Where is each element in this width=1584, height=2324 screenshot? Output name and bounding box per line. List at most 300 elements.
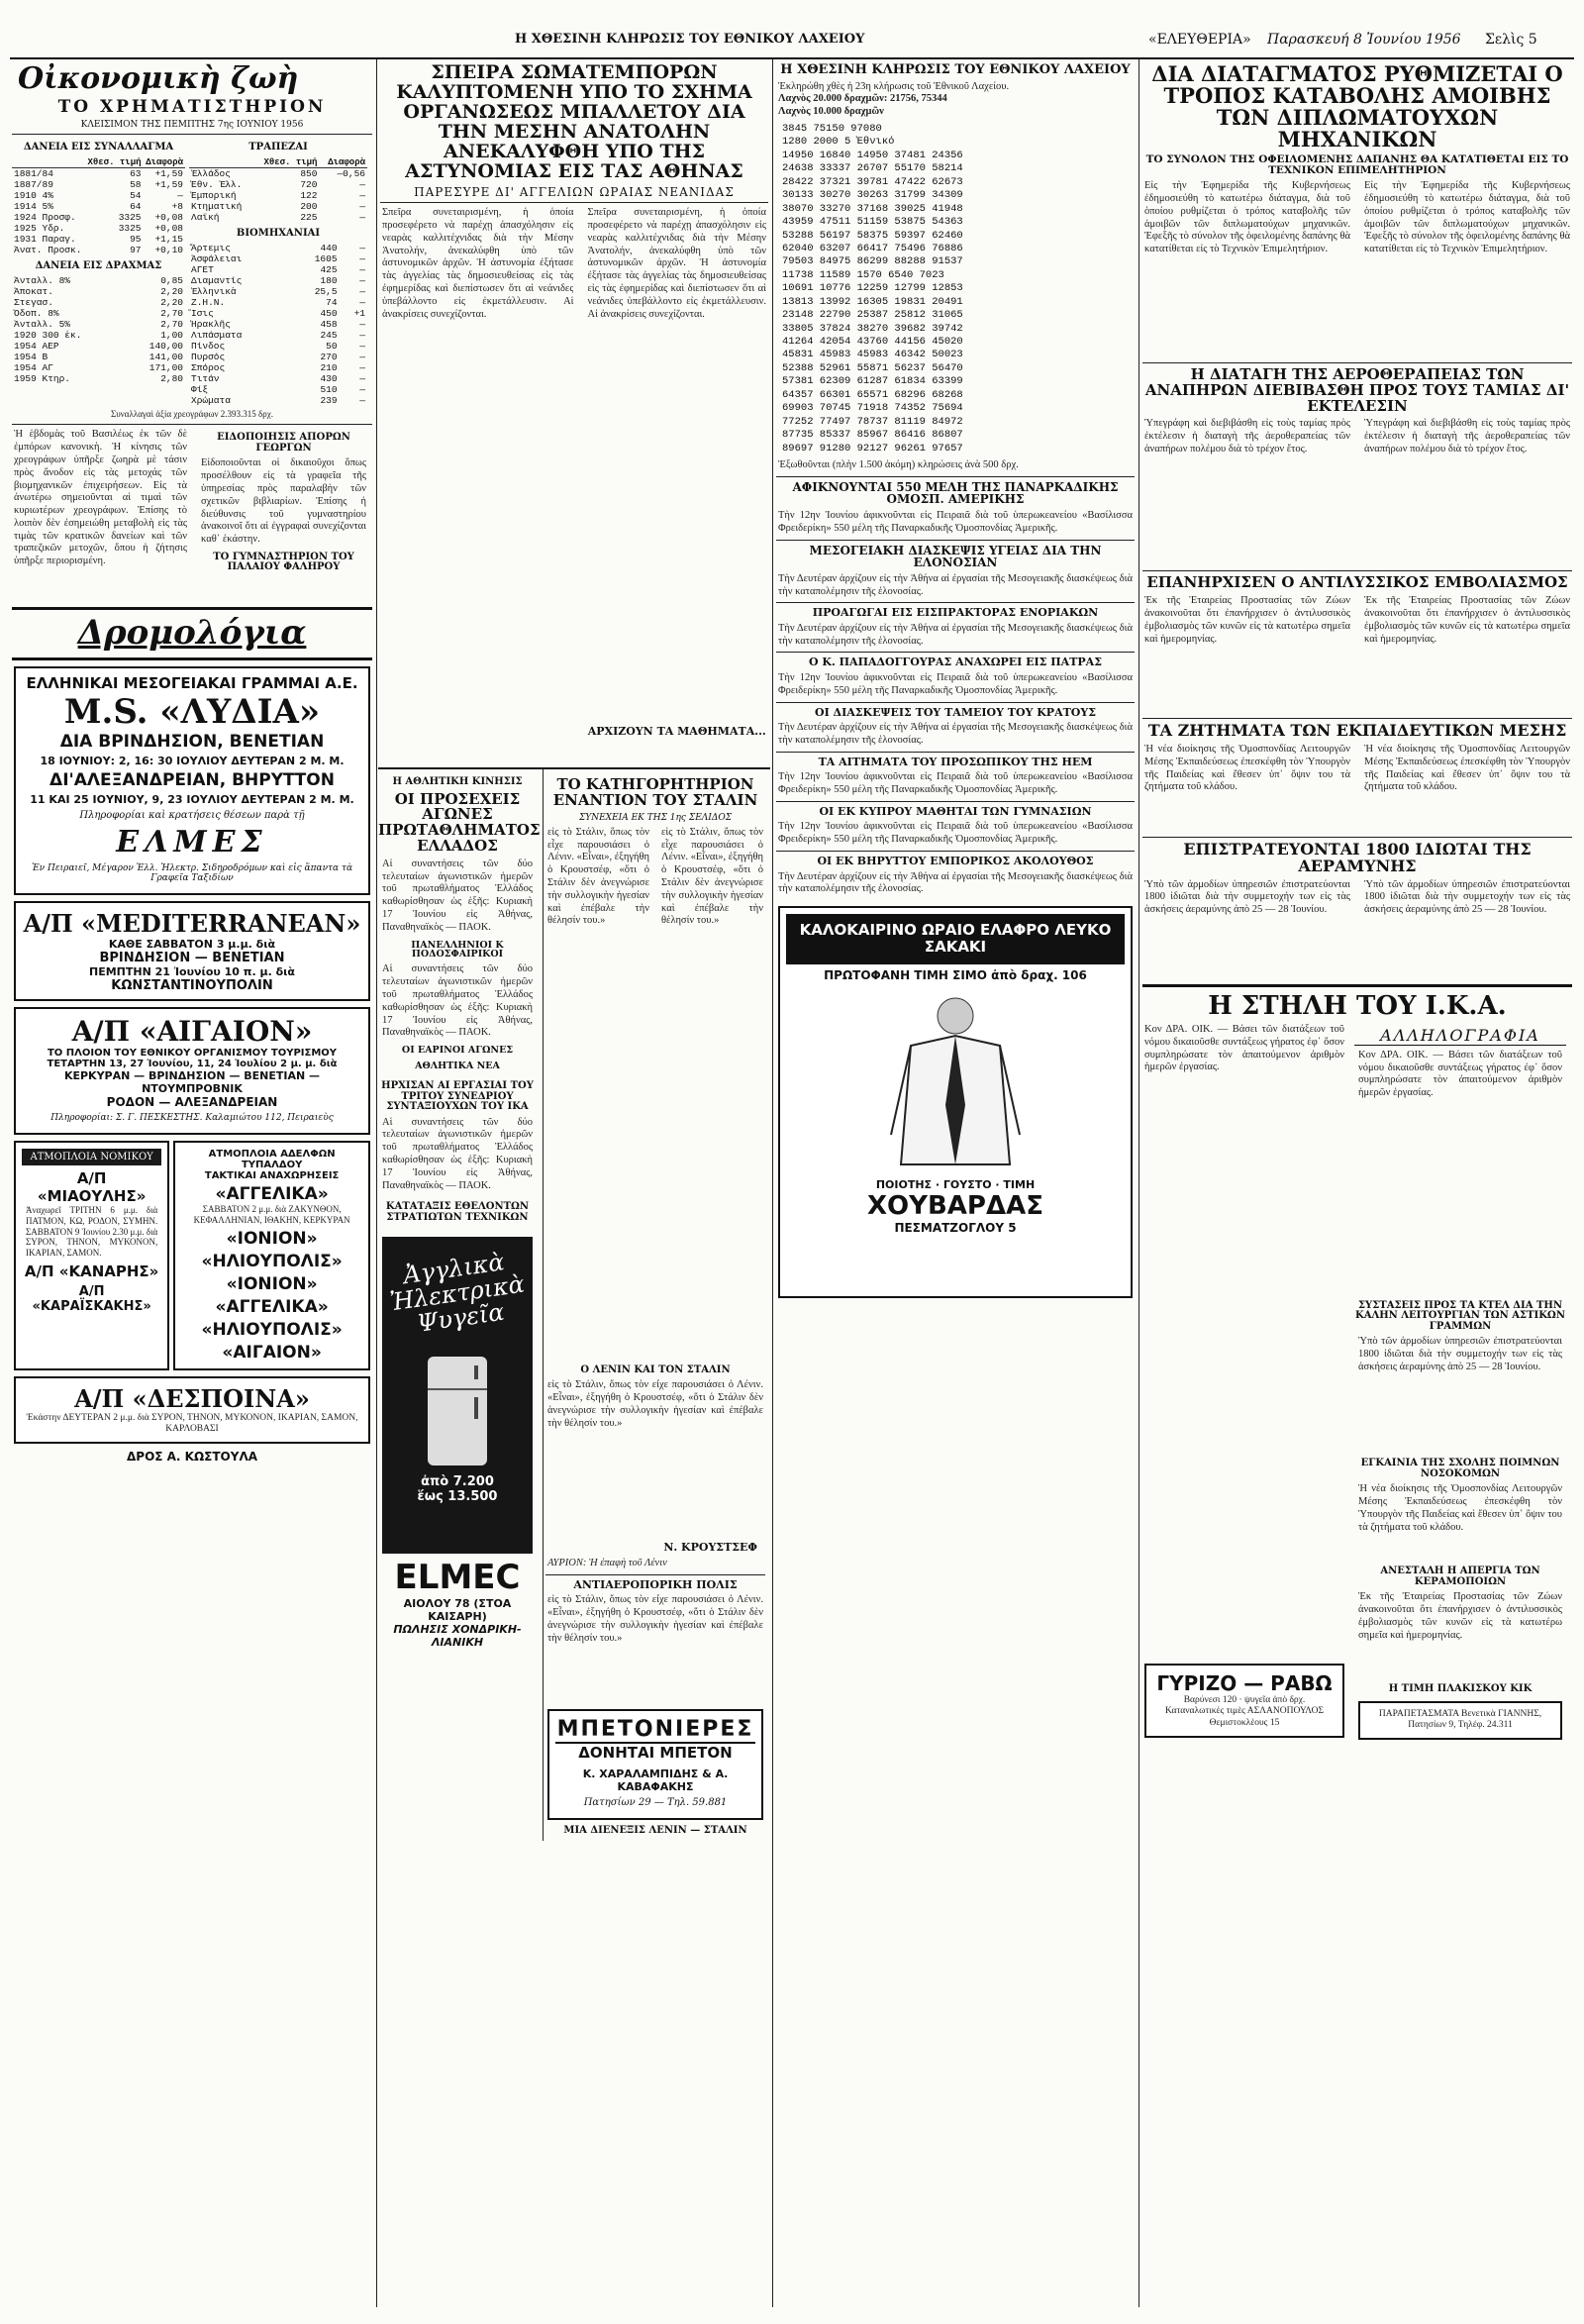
aigaion-ship-2: «ΑΙΓΑΙΟΝ» — [222, 1342, 322, 1363]
elmes-logo: ΕΛΜΕΣ — [116, 824, 268, 859]
air-defense-headline: ΕΠΙΣΤΡΑΤΕΥΟΝΤΑΙ 1800 ΙΔΙΩΤΑΙ ΤΗΣ ΑΕΡΑΜΥΝΗΣ — [1183, 840, 1532, 875]
table-row — [189, 362, 367, 373]
lydia-ad — [14, 666, 370, 895]
nomikos-ad — [14, 1141, 169, 1370]
table-cell: +8 — [171, 200, 183, 212]
table-cell: 64 — [130, 200, 142, 212]
table-cell: +1 — [353, 308, 365, 320]
page-number: Σελὶς 5 — [1485, 32, 1537, 48]
table-row — [189, 395, 367, 406]
table-cell: Ἴσις — [191, 308, 214, 320]
market-subtitle: ΚΛΕΙΣΙΜΟΝ ΤΗΣ ΠΕΜΠΤΗΣ 7ης ΙΟΥΝΙΟΥ 1956 — [80, 120, 304, 131]
table-cell: 0,85 — [160, 275, 183, 287]
banks-table — [189, 139, 367, 406]
aigaion-line-4: ΡΟΔΟΝ — ΑΛΕΞΑΝΔΡΕΙΑΝ — [106, 1094, 278, 1109]
table-row — [189, 243, 367, 253]
table-cell: Στεγασ. — [14, 297, 53, 309]
engineers-text-a: Εἰς τὴν Ἐφημερίδα τῆς Κυβερνήσεως ἐδημοσιεύθη τὸ κατωτέρω διάταγμα, διὰ τοῦ ὁποίου ρυθμίζεται ὁ τρόπος καταβολῆς τῶν ἀμοιβῶν τῶν διπλωματούχων μηχανικῶν. Ἐφεξῆς τὸ σύνολον τῆς ὀφειλομένης δαπάνης θὰ κατατίθεται εἰς τὸ Τεχνικὸν Ἐπιμελητήριον. — [1144, 180, 1350, 255]
rabies-text-a: Ἐκ τῆς Ἑταιρείας Προστασίας τῶν Ζώων ἀνακοινοῦται ὅτι ἐπανήρχισεν ὁ ἀντιλυσσικὸς ἐμβολιασμὸς τῶν κυνῶν εἰς τὰ κατωτέρω σημεῖα καὶ ἡμερομηνίας. — [1144, 595, 1350, 645]
table-cell: 141,00 — [148, 352, 183, 363]
stalin-text-a: εἰς τὸ Στάλιν, ὅπως τὸν εἶχε παρουσιάσει ὁ Λένιν. «Εἶναι», ἐξηγήθη ὁ Κρουστσέφ, «ὅτι ὁ Στάλιν δὲν ἀνεγνώρισε τὴν συλλογικὴν ἡγεσίαν καὶ ἐπέβαλε τὴν θέλησίν του.» — [547, 826, 649, 927]
table-row — [12, 373, 185, 384]
ktel-heading: ΣΥΣΤΑΣΕΙΣ ΠΡΟΣ ΤΑ ΚΤΕΛ ΔΙΑ ΤΗΝ ΚΑΛΗΝ ΛΕΙΤΟΥΡΓΙΑΝ ΤΩΝ ΑΣΤΙΚΩΝ ΓΡΑΜΜΩΝ — [1355, 1299, 1565, 1332]
table-row — [12, 341, 185, 352]
table-cell: 850 — [300, 167, 318, 179]
table-cell: Ἑλλάδος — [191, 167, 231, 179]
table-cell: 245 — [320, 330, 338, 342]
table-cell: +0,08 — [154, 211, 183, 223]
cyprus-heading: ΟΙ ΕΚ ΚΥΠΡΟΥ ΜΑΘΗΤΑΙ ΤΩΝ ΓΥΜΝΑΣΙΩΝ — [819, 804, 1092, 818]
table-cell: 720 — [300, 178, 318, 190]
table-cell: 58 — [130, 178, 142, 190]
ionion-ship: «ΙΟΝΙΟΝ» — [226, 1228, 318, 1249]
table-cell: 1954 ΑΓ — [14, 362, 53, 374]
table-cell: 239 — [320, 395, 338, 407]
mediterranean-line-3: ΠΕΜΠΤΗΝ 21 Ἰουνίου 10 π. μ. διὰ — [88, 964, 295, 978]
aigaion-ad — [14, 1007, 370, 1135]
jacket-illustration-icon — [881, 986, 1030, 1174]
veterans-text-b: Ὑπεγράφη καὶ διεβιβάσθη εἰς τοὺς ταμίας πρὸς ἐκτέλεσιν ἡ διαταγὴ τῆς ἀεροθεραπείας τῶν ἀναπήρων πολέμου διὰ τὸ τρέχον ἔτος. — [1364, 418, 1570, 455]
column-header: Χθεσ. τιμή — [252, 157, 319, 168]
main-column — [378, 59, 770, 2307]
table-cell: Ἄρτεμις — [191, 243, 231, 254]
prize-1: Λαχνὸς 20.000 δραχμῶν: 21756, 75344 — [778, 93, 947, 105]
mediterranean-line-1: ΚΑΘΕ ΣΑΒΒΑΤΟΝ 3 μ.μ. διὰ — [108, 937, 276, 951]
lottery-note: Ἐξωθοῦνται (πλὴν 1.500 ἀκόμη) κληρώσεις ἀνὰ 500 δρχ. — [778, 458, 1019, 470]
tomorrow-note: ΑΥΡΙΟΝ: Ἡ ἐπαφὴ τοῦ Λένιν — [547, 1557, 667, 1568]
table-cell: — — [359, 243, 365, 254]
table-cell: 1954 ΑΕΡ — [14, 341, 59, 353]
nomikos-title: ΑΤΜΟΠΛΟΙΑ ΝΟΜΙΚΟΥ — [22, 1149, 161, 1165]
table-cell: Ἀσφάλειαι — [191, 253, 243, 265]
table-row — [189, 330, 367, 341]
strike-text: Ἐκ τῆς Ἑταιρείας Προστασίας τῶν Ζώων ἀνακοινοῦται ὅτι ἐπανήρχισεν ὁ ἀντιλυσσικὸς ἐμβολιασμὸς τῶν κυνῶν εἰς τὰ κατωτέρω σημεῖα καὶ ἡμερομηνίας. — [1358, 1591, 1562, 1641]
table-cell: 440 — [320, 243, 338, 254]
veterans-text-a: Ὑπεγράφη καὶ διεβιβάσθη εἰς τοὺς ταμίας πρὸς ἐκτέλεσιν ἡ διαταγὴ τῆς ἀεροθεραπείας τῶν ἀναπήρων πολέμου διὰ τὸ τρέχον ἔτος. — [1144, 418, 1350, 455]
lottery-number-row: 45831 45983 45983 46342 50023 — [782, 349, 963, 361]
table-row — [12, 190, 185, 201]
lydia-date-2: 11 ΚΑΙ 25 ΙΟΥΝΙΟΥ, 9, 23 ΙΟΥΛΙΟΥ ΔΕΥΤΕΡΑΝ 2 Μ. Μ. — [30, 792, 354, 806]
elmec-slogan: Ἀγγλικὰ Ἠλεκτρικὰ Ψυγεῖα — [388, 1248, 527, 1339]
loans-title: ΔΑΝΕΙΑ ΕΙΣ ΣΥΝΑΛΛΑΓΜΑ — [23, 142, 174, 153]
table-cell: +0,10 — [154, 244, 183, 255]
table-row — [12, 212, 185, 223]
ika-column-title: Η ΣΤΗΛΗ ΤΟΥ Ι.Κ.Α. — [1208, 990, 1507, 1021]
despoina-ad — [14, 1376, 370, 1444]
table-cell: Διαμαντίς — [191, 275, 243, 287]
table-cell: 225 — [300, 211, 318, 223]
ika-congress-heading: ΗΡΧΙΣΑΝ ΑΙ ΕΡΓΑΣΙΑΙ ΤΟΥ ΤΡΙΤΟΥ ΣΥΝΕΔΡΙΟΥ ΣΥΝΤΑΞΙΟΥΧΩΝ ΤΟΥ ΙΚΑ — [381, 1080, 534, 1113]
table-cell: Ζ.Η.Ν. — [191, 297, 226, 309]
stalin-section — [543, 769, 767, 1840]
lottery-number-row: 13813 13992 16305 19831 20491 — [782, 295, 963, 308]
table-cell: 3325 — [118, 222, 142, 234]
table-row — [189, 190, 367, 201]
cyprus-text: Τὴν 12ην Ἰουνίου ἀφικνοῦνται εἰς Πειραιᾶ διὰ τοῦ ὑπερωκεανείου «Βασίλισσα Φρειδερίκη» 550 μέλη τῆς Παναρκαδικῆς Ὁμοσπονδίας Ἀμερικῆς. — [778, 821, 1133, 846]
table-cell: Λιπάσματα — [191, 330, 243, 342]
kanaris-ship: Α/Π «ΚΑΝΑΡΗΣ» — [24, 1263, 159, 1281]
notice-text: Εἰδοποιοῦνται οἱ δικαιοῦχοι ὅπως προσέλθουν εἰς τὰ γραφεῖα τῆς ὑπηρεσίας πρὸς παραλαβὴν τῶν σχετικῶν βιβλιαρίων. Ἐπίσης ἡ διεύθυνσις τοῦ γυμναστηρίου ἀνακοινοῖ ὅτι αἱ ἐγγραφαὶ συνεχίζονται καθ᾽ ἑκάστην. — [201, 457, 366, 546]
table-row — [12, 179, 185, 190]
cement-title: ΜΠΕΤΟΝΙΕΡΕΣ — [556, 1717, 754, 1743]
column-rule — [772, 59, 773, 2307]
teachers-headline: ΤΑ ΖΗΤΗΜΑΤΑ ΤΩΝ ΕΚΠΑΙΔΕΥΤΙΚΩΝ ΜΕΣΗΣ — [1147, 721, 1567, 741]
aigaion-agent: Πληροφορίαι: Σ. Γ. ΠΕΣΚΕΣΤΗΣ. Καλαμιώτου 112, Πειραιεὺς — [50, 1112, 334, 1123]
lydia-company: ΕΛΛΗΝΙΚΑΙ ΜΕΣΟΓΕΙΑΚΑΙ ΓΡΑΜΜΑΙ Α.Ε. — [26, 673, 358, 692]
table-cell: Κτηματική — [191, 200, 243, 212]
lottery-column — [774, 59, 1137, 2307]
typaldos-title: ΑΤΜΟΠΛΟΙΑ ΑΔΕΛΦΩΝ ΤΥΠΑΛΔΟΥ — [208, 1148, 336, 1170]
table-cell: 425 — [320, 264, 338, 276]
aigaion-line-1: ΤΟ ΠΛΟΙΟΝ ΤΟΥ ΕΘΝΙΚΟΥ ΟΡΓΑΝΙΣΜΟΥ ΤΟΥΡΙΣΜΟΥ — [47, 1047, 338, 1059]
table-cell: — — [359, 297, 365, 309]
mediterranean-line-2: ΒΡΙΝΔΗΣΙΟΝ — ΒΕΝΕΤΙΑΝ — [99, 950, 285, 965]
lottery-title: Η ΧΘΕΣΙΝΗ ΚΛΗΡΩΣΙΣ ΤΟΥ ΕΘΝΙΚΟΥ ΛΑΧΕΙΟΥ — [780, 62, 1131, 77]
table-cell: 50 — [326, 341, 338, 353]
table-cell: 54 — [130, 189, 142, 201]
table-cell: ΑΓΕΤ — [191, 264, 214, 276]
table-cell: 200 — [300, 200, 318, 212]
veterans-headline: Η ΔΙΑΤΑΓΗ ΤΗΣ ΑΕΡΟΘΕΡΑΠΕΙΑΣ ΤΩΝ ΑΝΑΠΗΡΩΝ ΔΙΕΒΙΒΑΣΘΗ ΠΡΟΣ ΤΟΥΣ ΤΑΜΙΑΣ ΔΙ' ΕΚΤΕΛΕΣΙΝ — [1144, 365, 1570, 415]
table-cell: +1,15 — [154, 233, 183, 245]
aigaion-ship: Α/Π «ΑΙΓΑΙΟΝ» — [71, 1014, 313, 1048]
stalin-text-b: εἰς τὸ Στάλιν, ὅπως τὸν εἶχε παρουσιάσει ὁ Λένιν. «Εἶναι», ἐξηγήθη ὁ Κρουστσέφ, «ὅτι ὁ Στάλιν δὲν ἀνεγνώρισε τὴν συλλογικὴν ἡγεσίαν καὶ ἐπέβαλε τὴν θέλησίν του.» — [661, 826, 763, 927]
right-column — [1140, 59, 1574, 2307]
table-cell: Ἐθν. Ἑλλ. — [191, 178, 243, 190]
lottery-number-row: 10691 10776 12259 12799 12853 — [782, 282, 963, 295]
table-cell: 1959 Κτηρ. — [14, 373, 71, 385]
elmec-address: ΑΙΟΛΟΥ 78 (ΣΤΟΑ ΚΑΙΣΑΡΗ) — [403, 1597, 512, 1624]
table-cell: 458 — [320, 319, 338, 331]
gyrizo-ad — [1144, 1664, 1344, 1738]
main-article-b: Σπεῖρα συνεταιρισμένη, ἡ ὁποία προσεφέρετο νὰ παρέχῃ ἀπασχόλησιν εἰς νεαρὰς καλλιτέχνιδας διὰ τὴν Μέσην Ἀνατολήν, ἀνεκαλύφθη ὑπὸ τῶν ἀστυνομικῶν ἀρχῶν. Ἡ ἀστυνομία ἐξήτασε τὰς ἀγγελίας τὰς δημοσιευθείσας εἰς τὰς ἐφημερίδας καὶ διεπίστωσεν ὅτι αἱ νεάνιδες ὑπεβάλλοντο εἰς ἐκμετάλλευσιν. Αἱ ἀνακρίσεις συνεχίζονται. — [587, 207, 766, 320]
table-cell: 210 — [320, 362, 338, 374]
economy-column — [10, 59, 374, 2307]
market-title: ΤΟ ΧΡΗΜΑΤΙΣΤΗΡΙΟΝ — [57, 96, 327, 117]
despoina-text: Ἐκάστην ΔΕΥΤΕΡΑΝ 2 μ.μ. διὰ ΣΥΡΟΝ, ΤΗΝΟΝ, ΜΥΚΟΝΟΝ, ΙΚΑΡΙΑΝ, ΣΑΜΟΝ, ΚΑΡΛΟΒΑΣΙ — [26, 1412, 358, 1435]
elmec-price-from: ἀπὸ 7.200 — [421, 1474, 494, 1489]
table-cell: 2,20 — [160, 286, 183, 298]
correspondence-title: ΑΛΛΗΛΟΓΡΑΦΙΑ — [1354, 1028, 1566, 1046]
lottery-number-row: 62040 63207 66417 75496 76886 — [782, 242, 963, 254]
athletics-headline: ΟΙ ΠΡΟΣΕΧΕΙΣ ΑΓΩΝΕΣ ΠΡΩΤΑΘΛΗΜΑΤΟΣ ΕΛΛΑΔΟΣ — [378, 789, 541, 855]
elmec-price-to: ἕως 13.500 — [417, 1489, 498, 1504]
athletics-text: Αἱ συναντήσεις τῶν δύο τελευταίων ἀγωνιστικῶν ἡμερῶν τοῦ πρωταθλήματος Ἑλλάδος καθωρίσθησαν ὡς ἑξῆς: Κυριακὴ 17 Ἰουνίου εἰς Ἀθήνας, Παναθηναϊκὸς — ΠΑΟΚ. — [382, 858, 533, 933]
table-cell: 2,70 — [160, 319, 183, 331]
table-row — [189, 264, 367, 275]
table-header-row — [189, 157, 367, 168]
table-cell: 140,00 — [148, 341, 183, 353]
lottery-number-row: 23148 22790 25387 25812 31065 — [782, 309, 963, 322]
kostoula-ad: ΔΡΟΣ Α. ΚΩΣΤΟΥΛΑ — [126, 1449, 258, 1464]
table-cell: — — [359, 286, 365, 298]
table-cell: — — [359, 275, 365, 287]
lydia-route-1: ΔΙΑ ΒΡΙΝΔΗΣΙΟΝ, ΒΕΝΕΤΙΑΝ — [59, 731, 325, 752]
ilioupolis-ship-2: «ΗΛΙΟΥΠΟΛΙΣ» — [201, 1319, 343, 1340]
teachers-text-b: Ἡ νέα διοίκησις τῆς Ὁμοσπονδίας Λειτουργῶν Μέσης Ἐκπαιδεύσεως ἐπεσκέφθη τὸν Ὑπουργὸν τῆς Παιδείας καὶ ἔθεσεν ὑπ᾽ ὄψιν του τὰ ζητήματα τοῦ κλάδου. — [1364, 744, 1570, 793]
engineers-headline: ΔΙΑ ΔΙΑΤΑΓΜΑΤΟΣ ΡΥΘΜΙΖΕΤΑΙ Ο ΤΡΟΠΟΣ ΚΑΤΑΒΟΛΗΣ ΑΜΟΙΒΗΣ ΤΩΝ ΔΙΠΛΩΜΑΤΟΥΧΩΝ ΜΗΧΑΝΙΚΩΝ — [1151, 61, 1563, 152]
table-cell: Ὁδοπ. 8% — [14, 308, 59, 320]
paper-name: «ΕΛΕΥΘΕΡΙΑ» — [1148, 32, 1251, 48]
treasury-text: Τὴν Δευτέραν ἀρχίζουν εἰς τὴν Ἀθήνα αἱ ἐργασίαι τῆς Μεσογειακῆς διασκέψεως διὰ τὴν καταπολέμησιν τῆς ἑλονοσίας. — [778, 722, 1133, 746]
lottery-number-row: 38070 33270 37168 39025 41948 — [782, 202, 963, 215]
table-cell: 95 — [130, 233, 142, 245]
lydia-info: Πληροφορίαι καὶ κρατήσεις θέσεων παρὰ τῇ — [79, 809, 305, 821]
athletics-sub-2: ΟΙ ΕΑΡΙΝΟΙ ΑΓΩΝΕΣ — [401, 1045, 514, 1057]
column-header: Χθεσ. τιμή — [85, 157, 144, 168]
aigaion-line-3: ΚΕΡΚΥΡΑΝ — ΒΡΙΝΔΗΣΙΟΝ — ΒΕΝΕΤΙΑΝ — ΝΤΟΥΜΠΡΟΒΝΙΚ — [63, 1068, 321, 1095]
elmec-sales: ΠΩΛΗΣΙΣ ΧΟΝΔΡΙΚΗ-ΛΙΑΝΙΚΗ — [393, 1623, 522, 1650]
lottery-number-row: 52388 52961 55871 56237 56470 — [782, 361, 963, 374]
khrushchev-signature: Ν. ΚΡΟΥΣΤΣΕΦ — [663, 1541, 757, 1555]
nomikos-text: Ἀναχωρεῖ ΤΡΙΤΗΝ 6 μ.μ. διὰ ΠΑΤΜΟΝ, ΚΩ, ΡΟΔΟΝ, ΣΥΜΗΝ. ΣΑΒΒΑΤΟΝ 9 Ἰουνίου 2.30 μ.μ. διὰ ΣΥΡΟΝ, ΤΗΝΟΝ, ΜΥΚΟΝΟΝ, ΙΚΑΡΙΑΝ, ΣΑΜΟΝ. — [26, 1204, 158, 1259]
lottery-number-row: 24638 33337 26707 55170 58214 — [782, 162, 963, 175]
athletics-sub-1: ΠΑΝΕΛΛΗΝΙΟΙ Κ ΠΟΔΟΣΦΑΙΡΙΚΟΙ — [411, 939, 504, 960]
table-cell: +1,59 — [154, 167, 183, 179]
main-article-a: Σπεῖρα συνεταιρισμένη, ἡ ὁποία προσεφέρετο νὰ παρέχῃ ἀπασχόλησιν εἰς νεαρὰς καλλιτέχνιδας διὰ τὴν Μέσην Ἀνατολήν, ἀνεκαλύφθη ὑπὸ τῶν ἀστυνομικῶν ἀρχῶν. Ἡ ἀστυνομία ἐξήτασε τὰς ἀγγελίας τὰς δημοσιευθείσας εἰς τὰς ἐφημερίδας καὶ διεπίστωσεν ὅτι αἱ νεάνιδες ὑπεβάλλοντο εἰς ἐκμετάλλευσιν. Αἱ ἀνακρίσεις συνεχίζονται. — [382, 207, 574, 320]
page-body — [10, 59, 1574, 2317]
table-row — [12, 330, 185, 341]
typaldos-ad — [173, 1141, 370, 1370]
column-header — [12, 157, 85, 168]
nurses-text: Ἡ νέα διοίκησις τῆς Ὁμοσπονδίας Λειτουργῶν Μέσης Ἐκπαιδεύσεως ἐπεσκέφθη τὸν Ὑπουργὸν τῆς Παιδείας καὶ ἔθεσεν ὑπ᾽ ὄψιν του τὰ ζητήματα τοῦ κλάδου. — [1358, 1483, 1562, 1533]
athletics-title: Η ΑΘΛΗΤΙΚΗ ΚΙΝΗΣΙΣ — [392, 776, 523, 788]
table-cell: — — [359, 352, 365, 363]
jacket-ad-brand: ΧΟΥΒΑΡΔΑΣ — [867, 1190, 1043, 1221]
table-row — [12, 223, 185, 234]
ktel-text: Ὑπὸ τῶν ἀρμοδίων ὑπηρεσιῶν ἐπιστρατεύονται 1800 ἰδιῶται διὰ τὴν συμμετοχήν των εἰς τὰς ἀσκήσεις ἀεραμύνης ἀπὸ 25 — 28 Ἰουνίου. — [1358, 1336, 1562, 1372]
column-rule — [376, 59, 377, 2307]
drachma-loans-title: ΔΑΝΕΙΑ ΕΙΣ ΔΡΑΧΜΑΣ — [35, 259, 162, 271]
table-cell: 1925 Υδρ. — [14, 222, 65, 234]
engineers-text-b: Εἰς τὴν Ἐφημερίδα τῆς Κυβερνήσεως ἐδημοσιεύθη τὸ κατωτέρω διάταγμα, διὰ τοῦ ὁποίου ρυθμίζεται ὁ τρόπος καταβολῆς τῶν ἀμοιβῶν τῶν διπλωματούχων μηχανικῶν. Ἐφεξῆς τὸ σύνολον τῆς ὀφειλομένης δαπάνης θὰ κατατίθεται εἰς τὸ Τεχνικὸν Ἐπιμελητήριον. — [1364, 180, 1570, 255]
table-cell: — — [359, 264, 365, 276]
table-cell: Ἑλληνικὰ — [191, 286, 237, 298]
lottery-number-row: 33805 37824 38270 39682 39742 — [782, 322, 963, 335]
table-cell: 180 — [320, 275, 338, 287]
jacket-ad-title: ΚΑΛΟΚΑΙΡΙΝΟ ΩΡΑΙΟ ΕΛΑΦΡΟ ΛΕΥΚΟ ΣΑΚΑΚΙ — [786, 914, 1125, 964]
table-cell: — — [359, 319, 365, 331]
gyrizo-text: Βαρύνεσι 120 · ψυγεῖα ἀπὸ δρχ. Καταναλωτικὲς τιμὲς ΑΣΛΑΝΟΠΟΥΛΟΣ Θεμιστοκλέους 15 — [1164, 1694, 1325, 1729]
table-cell: +0,08 — [154, 222, 183, 234]
lottery-number-row: 57381 62309 61287 61834 63399 — [782, 375, 963, 388]
table-row — [189, 352, 367, 362]
economy-title: Οἰκονομικὴ ζωὴ — [18, 61, 299, 96]
lottery-number-row: 28422 37321 39781 47422 62673 — [782, 175, 963, 188]
table-row — [189, 253, 367, 264]
table-cell: — — [359, 362, 365, 374]
volunteers-heading: ΚΑΤΑΤΑΞΙΣ ΕΘΕΛΟΝΤΩΝ ΣΤΡΑΤΙΩΤΩΝ ΤΕΧΝΙΚΩΝ — [385, 1201, 530, 1223]
lottery-numbers — [782, 123, 1129, 455]
table-cell: 3325 — [118, 211, 142, 223]
table-cell: 2,70 — [160, 308, 183, 320]
table-row — [189, 373, 367, 384]
table-cell: 63 — [130, 167, 142, 179]
table-cell: 1910 4% — [14, 189, 53, 201]
hem-heading: ΤΑ ΑΙΤΗΜΑΤΑ ΤΟΥ ΠΡΟΣΩΠΙΚΟΥ ΤΗΣ ΗΕΜ — [818, 755, 1093, 768]
table-cell: Ἡρακλῆς — [191, 319, 231, 331]
table-cell: —0,56 — [337, 167, 365, 179]
ika-text-a: Κον ΔΡΑ. ΟΙΚ. — Βάσει τῶν διατάξεων τοῦ νόμου δικαιοῦσθε συντάξεως γήρατος ἐφ᾽ ὅσον συμπληρώσατε τὸν ἀπαιτούμενον ἀριθμὸν ἡμερῶν ἐργασίας. — [1144, 1023, 1344, 1073]
jacket-ad-price: ΠΡΩΤΟΦΑΝΗ ΤΙΜΗ ΣΙΜΟ ἀπὸ δραχ. 106 — [824, 967, 1087, 982]
ionion-ship-2: «ΙΟΝΙΟΝ» — [226, 1273, 318, 1294]
table-cell: Φίξ — [191, 384, 209, 396]
table-cell: Ἀνταλλ. 8% — [14, 275, 71, 287]
kik-heading: Η ΤΙΜΗ ΠΛΑΚΙΣΚΟΥ ΚΙΚ — [1388, 1683, 1533, 1695]
lottery-intro: Ἐκληρώθη χθὲς ἡ 23η κλήρωσις τοῦ Ἐθνικοῦ Λαχείου. — [778, 80, 1010, 92]
table-row — [12, 245, 185, 255]
arcadian-heading: ΑΦΙΚΝΟΥΝΤΑΙ 550 ΜΕΛΗ ΤΗΣ ΠΑΝΑΡΚΑΔΙΚΗΣ ΟΜΟΣΠ. ΑΜΕΡΙΚΗΣ — [792, 479, 1119, 507]
table-row — [12, 286, 185, 297]
mediterranean-ship: Α/Π «MEDITERRANEAN» — [23, 908, 361, 938]
column-rule — [1138, 59, 1139, 2307]
rabies-text-b: Ἐκ τῆς Ἑταιρείας Προστασίας τῶν Ζώων ἀνακοινοῦται ὅτι ἐπανήρχισεν ὁ ἀντιλυσσικὸς ἐμβολιασμὸς τῶν κυνῶν εἰς τὰ κατωτέρω σημεῖα καὶ ἡμερομηνίας. — [1364, 595, 1570, 645]
table-cell: Ἀποκατ. — [14, 286, 53, 298]
table-cell: 270 — [320, 352, 338, 363]
prize-2: Λαχνὸς 10.000 δραχμῶν — [778, 106, 884, 118]
table-cell: — — [359, 330, 365, 342]
industries-title: ΒΙΟΜΗΧΑΝΙΑΙ — [236, 227, 321, 239]
cement-subtitle: ΔΟΝΗΤΑΙ ΜΠΕΤΟΝ — [578, 1744, 733, 1763]
ika-congress-text: Αἱ συναντήσεις τῶν δύο τελευταίων ἀγωνιστικῶν ἡμερῶν τοῦ πρωταθλήματος Ἑλλάδος καθωρίσθησαν ὡς ἑξῆς: Κυριακὴ 17 Ἰουνίου εἰς Ἀθήνας, Παναθηναϊκὸς — ΠΑΟΚ. — [382, 1116, 533, 1191]
lenin-stalin-dispute: ΜΙΑ ΔΙΕΝΕΞΙΣ ΛΕΝΙΝ — ΣΤΑΛΙΝ — [563, 1825, 747, 1837]
lydia-route-2: ΔΙ'ΑΛΕΞΑΝΔΡΕΙΑΝ, ΒΗΡΥΤΤΟΝ — [50, 769, 335, 790]
table-cell: Πυρσός — [191, 352, 226, 363]
lottery-number-row: 1280 2000 5 Ἐθνικό — [782, 136, 895, 149]
papadongonas-text: Τὴν 12ην Ἰουνίου ἀφικνοῦνται εἰς Πειραιᾶ διὰ τοῦ ὑπερωκεανείου «Βασίλισσα Φρειδερίκη» 550 μέλη τῆς Παναρκαδικῆς Ὁμοσπονδίας Ἀμερικῆς. — [778, 672, 1133, 696]
table-row — [12, 362, 185, 373]
lenin-stalin-sub: Ο ΛΕΝΙΝ ΚΑΙ ΤΟΝ ΣΤΑΛΙΝ — [580, 1364, 731, 1375]
table-cell: Τιτάν — [191, 373, 220, 385]
table-cell: 2,20 — [160, 297, 183, 309]
promotions-heading: ΠΡΟΑΓΩΓΑΙ ΕΙΣ ΕΙΣΠΡΑΚΤΟΡΑΣ ΕΝΟΡΙΑΚΩΝ — [812, 606, 1099, 620]
despoina-ship: Α/Π «ΔΕΣΠΟΙΝΑ» — [74, 1383, 310, 1413]
table-cell: 1914 5% — [14, 200, 53, 212]
arch-heading: ΑΡΧΙΖΟΥΝ ΤΑ ΜΑΘΗΜΑΤΑ... — [587, 725, 766, 739]
beirut-heading: ΟΙ ΕΚ ΒΗΡΥΤΤΟΥ ΕΜΠΟΡΙΚΟΣ ΑΚΟΛΟΥΘΟΣ — [817, 855, 1094, 868]
curtains-text: ΠΑΡΑΠΕΤΑΣΜΑΤΑ Βενετικὰ ΓΙΑΝΝΗΣ, Πατησίων 9, Τηλέφ. 24.311 — [1378, 1708, 1542, 1731]
table-row — [189, 297, 367, 308]
lottery-number-row: 89697 91280 92127 96261 97657 — [782, 442, 963, 455]
lydia-address: Ἐν Πειραιεῖ, Μέγαρον Ἑλλ. Ἠλεκτρ. Σιδηροδρόμων καὶ εἰς ἅπαντα τὰ Γραφεῖα Ταξιδίων — [31, 862, 353, 883]
table-cell: — — [177, 189, 183, 201]
lottery-header: Η ΧΘΕΣΙΝΗ ΚΛΗΡΩΣΙΣ ΤΟΥ ΕΘΝΙΚΟΥ ΛΑΧΕΙΟΥ — [515, 32, 865, 47]
table-cell: 97 — [130, 244, 142, 255]
table-cell: 122 — [300, 189, 318, 201]
main-subhead: ΠΑΡΕΣΥΡΕ ΔΙ' ΑΓΓΕΛΙΩΝ ΩΡΑΙΑΣ ΝΕΑΝΙΔΑΣ — [414, 184, 735, 199]
angelika-ship: «ΑΓΓΕΛΙΚΑ» — [215, 1183, 329, 1204]
table-cell: 1954 Β — [14, 352, 49, 363]
table-cell: 1931 Παραγ. — [14, 233, 76, 245]
table-cell: — — [359, 200, 365, 212]
table-row — [189, 212, 367, 223]
table-row — [12, 167, 185, 179]
lottery-number-row: 53288 56197 58375 59397 62460 — [782, 229, 963, 242]
table-cell: 25,5 — [314, 286, 338, 298]
lottery-number-row: 30133 30270 30263 31799 34309 — [782, 189, 963, 202]
table-cell: Λαϊκή — [191, 211, 220, 223]
table-cell: Ἀνατ. Προσκ. — [14, 244, 82, 255]
engineers-subhead: ΤΟ ΣΥΝΟΛΟΝ ΤΗΣ ΟΦΕΙΛΟΜΕΝΗΣ ΔΑΠΑΝΗΣ ΘΑ ΚΑΤΑΤΙΘΕΤΑΙ ΕΙΣ ΤΟ ΤΕΧΝΙΚΟΝ ΕΠΙΜΕΛΗΤΗΡΙΟΝ — [1145, 153, 1569, 177]
table-cell: 1605 — [314, 253, 338, 265]
elmec-name: ELMEC — [394, 1558, 521, 1598]
table-cell: 450 — [320, 308, 338, 320]
hem-text: Τὴν 12ην Ἰουνίου ἀφικνοῦνται εἰς Πειραιᾶ διὰ τοῦ ὑπερωκεανείου «Βασίλισσα Φρειδερίκη» 550 μέλη τῆς Παναρκαδικῆς Ὁμοσπονδίας Ἀμερικῆς. — [778, 771, 1133, 796]
ika-text-b: Κον ΔΡΑ. ΟΙΚ. — Βάσει τῶν διατάξεων τοῦ νόμου δικαιοῦσθε συντάξεως γήρατος ἐφ᾽ ὅσον συμπληρώσατε τὸν ἀπαιτούμενον ἀριθμὸν ἡμερῶν ἐργασίας. — [1358, 1049, 1562, 1099]
typaldos-subtitle: ΤΑΚΤΙΚΑΙ ΑΝΑΧΩΡΗΣΕΙΣ — [204, 1169, 340, 1181]
lottery-number-row: 41264 42054 43760 44156 45020 — [782, 336, 963, 349]
air-defense-text-b: Ὑπὸ τῶν ἀρμοδίων ὑπηρεσιῶν ἐπιστρατεύονται 1800 ἰδιῶται διὰ τὴν συμμετοχήν των εἰς τὰς ἀσκήσεις ἀεραμύνης ἀπὸ 25 — 28 Ἰουνίου. — [1364, 878, 1570, 916]
malaria-text: Τὴν Δευτέραν ἀρχίζουν εἰς τὴν Ἀθήνα αἱ ἐργασίαι τῆς Μεσογειακῆς διασκέψεως διὰ τὴν καταπολέμησιν τῆς ἑλονοσίας. — [778, 572, 1133, 597]
mediterranean-line-4: ΚΩΝΣΤΑΝΤΙΝΟΥΠΟΛΙΝ — [111, 977, 273, 993]
jacket-ad-quality: ΠΟΙΟΤΗΣ · ΓΟΥΣΤΟ · ΤΙΜΗ — [875, 1177, 1036, 1191]
table-row — [12, 234, 185, 245]
table-row — [189, 286, 367, 297]
column-header: Διαφορὰ — [144, 157, 186, 168]
table-cell: 74 — [326, 297, 338, 309]
table-row — [189, 275, 367, 286]
loans-table — [12, 139, 185, 406]
table-cell: Σπόρος — [191, 362, 226, 374]
anti-aircraft-text: εἰς τὸ Στάλιν, ὅπως τὸν εἶχε παρουσιάσει ὁ Λένιν. «Εἶναι», ἐξηγήθη ὁ Κρουστσέφ, «ὅτι ὁ Στάλιν δὲν ἀνεγνώρισε τὴν συλλογικὴν ἡγεσίαν καὶ ἐπέβαλε τὴν θέλησίν του.» — [547, 1594, 763, 1644]
main-headline: ΣΠΕΙΡΑ ΣΩΜΑΤΕΜΠΟΡΩΝ ΚΑΛΥΠΤΟΜΕΝΗ ΥΠΟ ΤΟ ΣΧΗΜΑ ΟΡΓΑΝΩΣΕΩΣ ΜΠΑΛΛΕΤΟΥ ΔΙΑ ΤΗΝ ΜΕΣΗΝ ΑΝΑΤΟΛΗΝ ΑΝΕΚΑΛΥΦΘΗ ΥΠΟ ΤΗΣ ΑΣΤΥΝΟΜΙΑΣ ΕΙΣ ΤΑΣ ΑΘΗΝΑΣ — [396, 61, 752, 182]
table-cell: — — [359, 211, 365, 223]
teachers-text-a: Ἡ νέα διοίκησις τῆς Ὁμοσπονδίας Λειτουργῶν Μέσης Ἐκπαιδεύσεως ἐπεσκέφθη τὸν Ὑπουργὸν τῆς Παιδείας καὶ ἔθεσεν ὑπ᾽ ὄψιν του τὰ ζητήματα τοῦ κλάδου. — [1144, 744, 1350, 793]
lottery-number-row: 79503 84975 86299 88288 91537 — [782, 255, 963, 268]
malaria-heading: ΜΕΣΟΓΕΙΑΚΗ ΔΙΑΣΚΕΨΙΣ ΥΓΕΙΑΣ ΔΙΑ ΤΗΝ ΕΛΟΝΟΣΙΑΝ — [809, 543, 1102, 570]
athletics-text-2: Αἱ συναντήσεις τῶν δύο τελευταίων ἀγωνιστικῶν ἡμερῶν τοῦ πρωταθλήματος Ἑλλάδος καθωρίσθησαν ὡς ἑξῆς: Κυριακὴ 17 Ἰουνίου εἰς Ἀθήνας, Παναθηναϊκὸς — ΠΑΟΚ. — [382, 963, 533, 1039]
beirut-text: Τὴν Δευτέραν ἀρχίζουν εἰς τὴν Ἀθήνα αἱ ἐργασίαι τῆς Μεσογειακῆς διασκέψεως διὰ τὴν καταπολέμησιν τῆς ἑλονοσίας. — [778, 870, 1133, 895]
lottery-number-row: 14950 16840 14950 37481 24356 — [782, 149, 963, 161]
mediterranean-ad — [14, 901, 370, 1001]
table-header-row — [12, 157, 185, 168]
table-cell: 1887/89 — [14, 178, 53, 190]
jacket-ad-address: ΠΕΣΜΑΤΖΟΓΛΟΥ 5 — [894, 1220, 1017, 1235]
lottery-number-row: 77252 77497 78737 81119 84972 — [782, 415, 963, 428]
air-defense-text-a: Ὑπὸ τῶν ἀρμοδίων ὑπηρεσιῶν ἐπιστρατεύονται 1800 ἰδιῶται διὰ τὴν συμμετοχήν των εἰς τὰς ἀσκήσεις ἀεραμύνης ἀπὸ 25 — 28 Ἰουνίου. — [1144, 878, 1350, 916]
lottery-number-row: 64357 66301 65571 68296 68268 — [782, 388, 963, 401]
table-cell: Ἀνταλλ. 5% — [14, 319, 71, 331]
table-row — [189, 384, 367, 395]
table-cell: +1,59 — [154, 178, 183, 190]
rabies-headline: ΕΠΑΝΗΡΧΙΣΕΝ Ο ΑΝΤΙΛΥΣΣΙΚΟΣ ΕΜΒΟΛΙΑΣΜΟΣ — [1146, 573, 1568, 592]
table-cell: — — [359, 178, 365, 190]
aigaion-line-2: ΤΕΤΑΡΤΗΝ 13, 27 Ἰουνίου, 11, 24 Ἰουλίου 2 μ. μ. διὰ — [47, 1058, 338, 1069]
papadongonas-heading: Ο Κ. ΠΑΠΑΔΟΓΓΟΥΡΑΣ ΑΝΑΧΩΡΕΙ ΕΙΣ ΠΑΤΡΑΣ — [809, 656, 1102, 669]
angelika-ship-2: «ΑΓΓΕΛΙΚΑ» — [215, 1296, 329, 1317]
table-cell: — — [359, 395, 365, 407]
table-row — [12, 308, 185, 319]
table-cell: — — [359, 373, 365, 385]
banks-title: ΤΡΑΠΕΖΑΙ — [248, 142, 308, 153]
lottery-number-row: 11738 11589 1570 6540 7023 — [782, 268, 944, 281]
table-row — [12, 297, 185, 308]
athletics-sub-3: ΑΘΛΗΤΙΚΑ ΝΕΑ — [415, 1061, 500, 1072]
table-cell: — — [359, 341, 365, 353]
table-cell: Πίνδος — [191, 341, 226, 353]
lydia-date-1: 18 ΙΟΥΝΙΟΥ: 2, 16: 30 ΙΟΥΛΙΟΥ ΔΕΥΤΕΡΑΝ 2 Μ. Μ. — [40, 754, 345, 767]
table-row — [189, 167, 367, 179]
notice-heading: ΕΙΔΟΠΟΙΗΣΙΣ ΑΠΟΡΩΝ ΓΕΩΡΓΩΝ — [217, 432, 350, 454]
table-cell: 1920 300 ἑκ. — [14, 330, 82, 342]
table-cell: 510 — [320, 384, 338, 396]
table-cell: — — [359, 384, 365, 396]
table-cell: 1,00 — [160, 330, 183, 342]
table-row — [12, 352, 185, 362]
cement-ad — [547, 1709, 763, 1820]
nurses-heading: ΕΓΚΑΙΝΙΑ ΤΗΣ ΣΧΟΛΗΣ ΠΟΙΜΝΩΝ ΝΟΣΟΚΟΜΩΝ — [1360, 1458, 1560, 1479]
table-cell: Ἐμπορική — [191, 189, 237, 201]
